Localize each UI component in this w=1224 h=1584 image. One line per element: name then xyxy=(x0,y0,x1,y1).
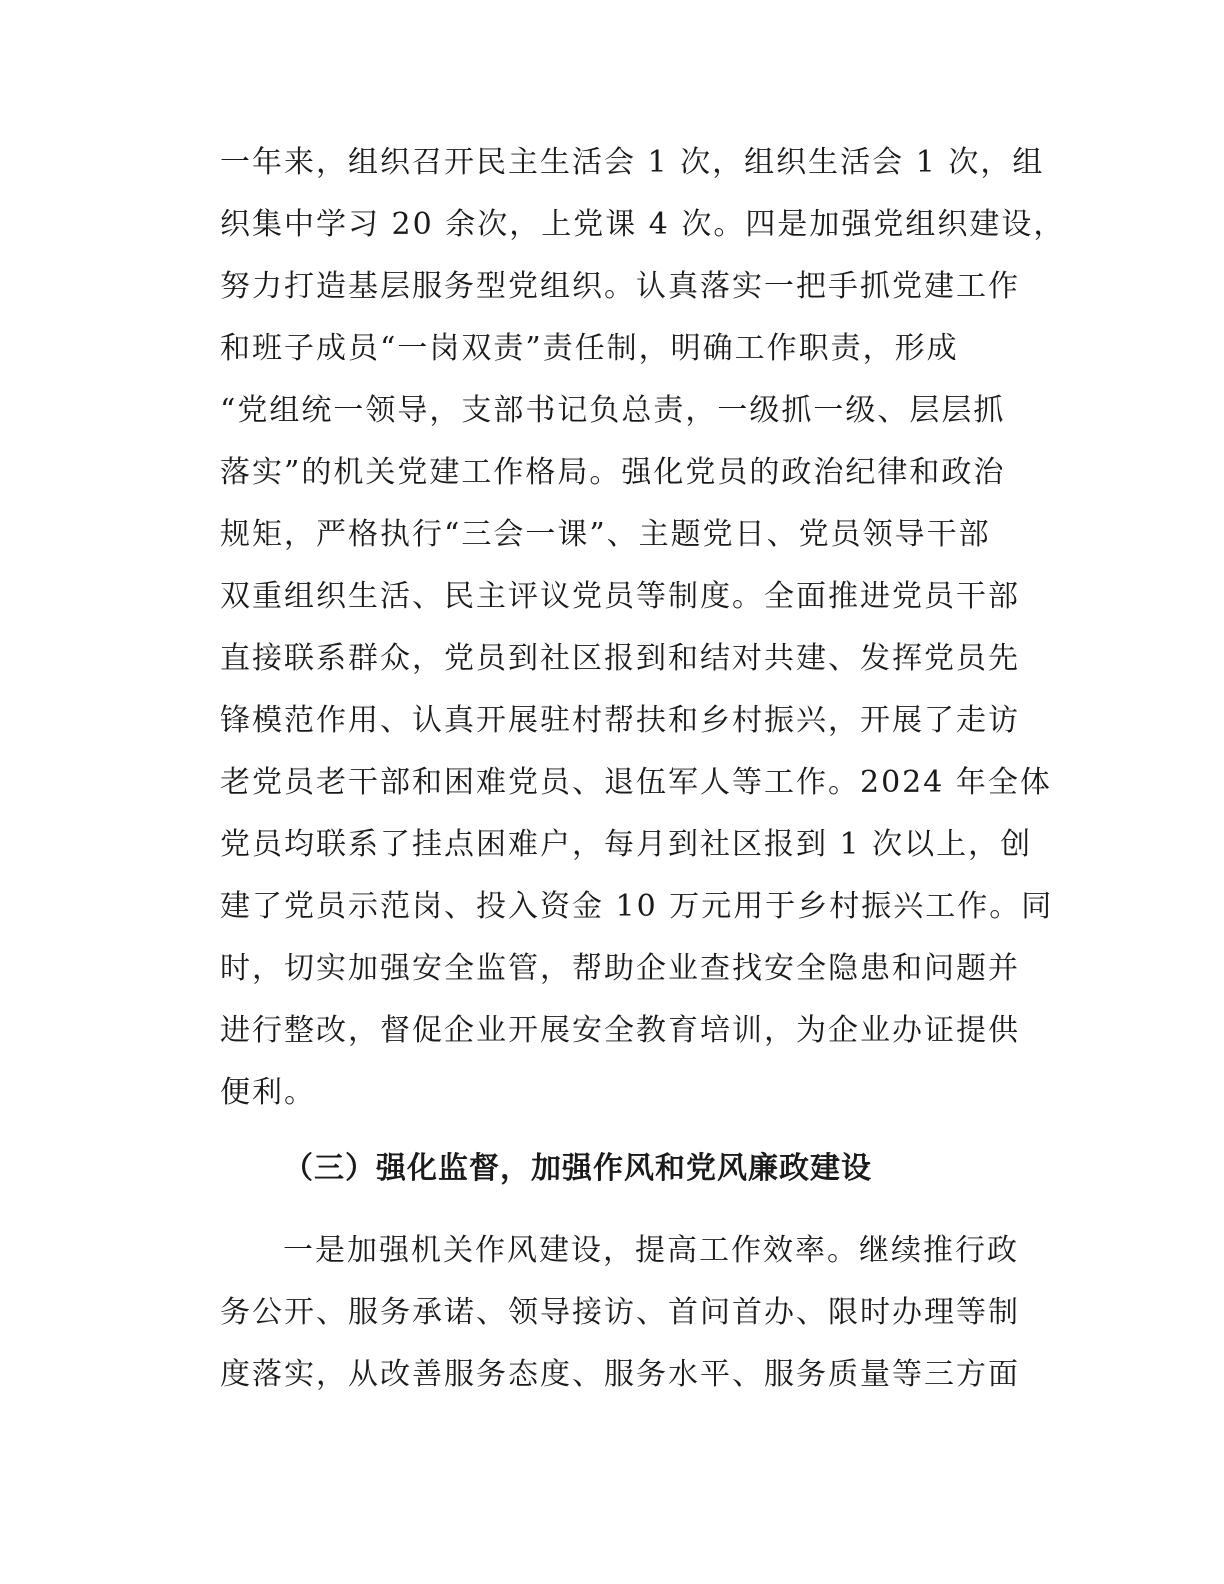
text-line: 时，切实加强安全监管，帮助企业查找安全隐患和问题并 xyxy=(220,951,1020,986)
text-line: 和班子成员“一岗双责”责任制，明确工作职责，形成 xyxy=(220,331,959,366)
text-line: 直接联系群众，党员到社区报到和结对共建、发挥党员先 xyxy=(220,641,1020,676)
text-line: 度落实，从改善服务态度、服务水平、服务质量等三方面 xyxy=(220,1357,1020,1392)
text-line: 锋模范作用、认真开展驻村帮扶和乡村振兴，开展了走访 xyxy=(220,703,1020,738)
text-line: “党组统一领导，支部书记负总责，一级抓一级、层层抓 xyxy=(220,393,1006,428)
text-line: 双重组织生活、民主评议党员等制度。全面推进党员干部 xyxy=(220,579,1020,614)
text-line: 规矩，严格执行“三会一课”、主题党日、党员领导干部 xyxy=(220,517,991,552)
text-line: 一年来，组织召开民主生活会 1 次，组织生活会 1 次，组 xyxy=(220,145,1045,180)
text-line: 老党员老干部和困难党员、退伍军人等工作。2024 年全体 xyxy=(220,765,1052,800)
text-line: 落实”的机关党建工作格局。强化党员的政治纪律和政治 xyxy=(220,455,1006,490)
text-line: 党员均联系了挂点困难户，每月到社区报到 1 次以上，创 xyxy=(220,827,1033,862)
text-line: 建了党员示范岗、投入资金 10 万元用于乡村振兴工作。同 xyxy=(220,889,1054,924)
text-line: 一是加强机关作风建设，提高工作效率。继续推行政 xyxy=(283,1233,1019,1268)
text-line: 便利。 xyxy=(220,1075,316,1110)
text-line: 务公开、服务承诺、领导接访、首问首办、限时办理等制 xyxy=(220,1295,1020,1330)
text-line: 织集中学习 20 余次，上党课 4 次。四是加强党组织建设， xyxy=(220,207,1066,242)
text-line: 进行整改，督促企业开展安全教育培训，为企业办证提供 xyxy=(220,1013,1020,1048)
text-line: 努力打造基层服务型党组织。认真落实一把手抓党建工作 xyxy=(220,269,1020,304)
section-heading: （三）强化监督，加强作风和党风廉政建设 xyxy=(283,1151,872,1186)
